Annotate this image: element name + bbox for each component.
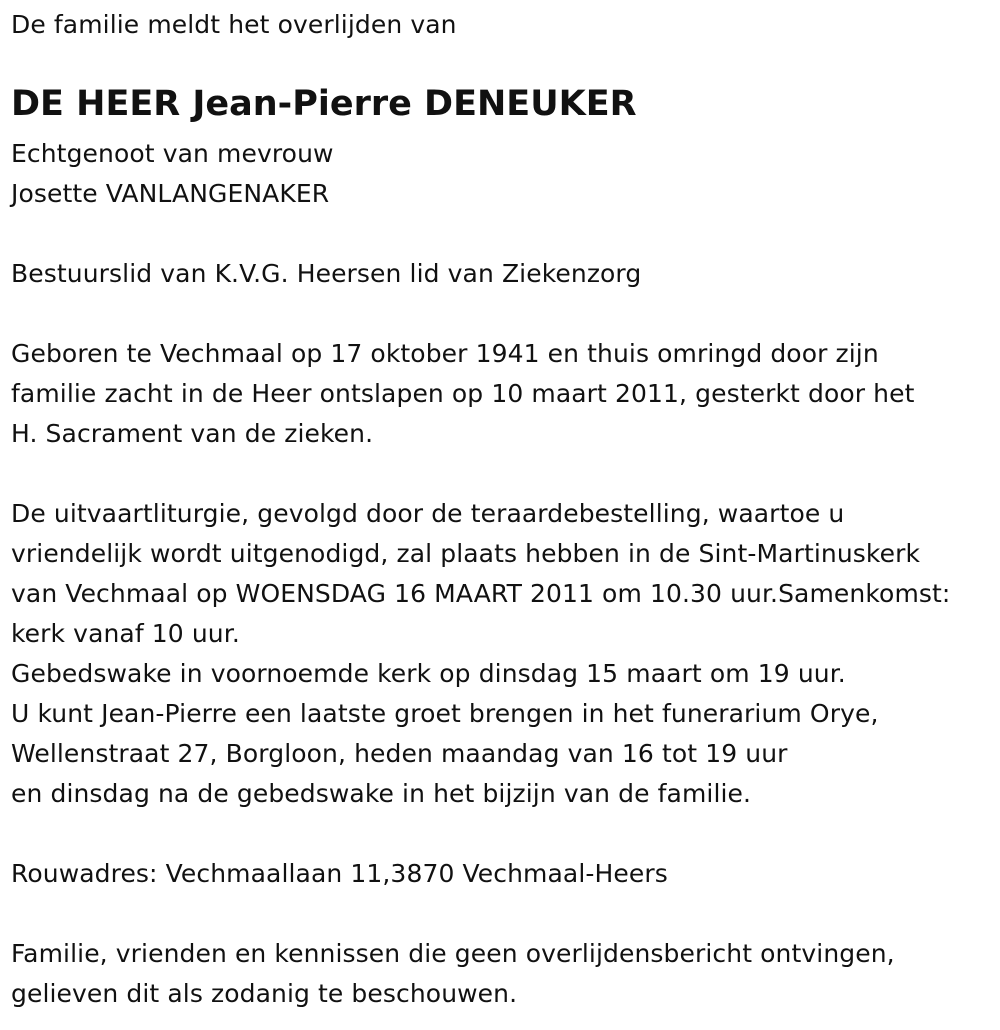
spouse-line-1: Echtgenoot van mevrouw xyxy=(11,139,334,168)
funeral-line: Wellenstraat 27, Borgloon, heden maandag van 16 tot 19 uur xyxy=(11,739,788,768)
spouse-line-2: Josette VANLANGENAKER xyxy=(11,179,330,208)
funeral-line: en dinsdag na de gebedswake in het bijzijn van de familie. xyxy=(11,779,752,808)
funeral-line: U kunt Jean-Pierre een laatste groet brengen in het funerarium Orye, xyxy=(11,699,879,728)
funeral-line: Gebedswake in voornoemde kerk op dinsdag 15 maart om 19 uur. xyxy=(11,659,846,688)
birth-line: familie zacht in de Heer ontslapen op 10 maart 2011, gesterkt door het xyxy=(11,379,915,408)
funeral-line: van Vechmaal op WOENSDAG 16 MAART 2011 om 10.30 uur.Samenkomst: xyxy=(11,579,951,608)
funeral-line: vriendelijk wordt uitgenodigd, zal plaats hebben in de Sint-Martinuskerk xyxy=(11,539,921,568)
closing-line: Familie, vrienden en kennissen die geen overlijdensbericht ontvingen, xyxy=(11,939,895,968)
mourning-address: Rouwadres: Vechmaallaan 11,3870 Vechmaal-Heers xyxy=(11,859,668,888)
closing-line: gelieven dit als zodanig te beschouwen. xyxy=(11,979,518,1008)
birth-line: Geboren te Vechmaal op 17 oktober 1941 en thuis omringd door zijn xyxy=(11,339,879,368)
funeral-line: De uitvaartliturgie, gevolgd door de teraardebestelling, waartoe u xyxy=(11,499,845,528)
deceased-name: DE HEER Jean-Pierre DENEUKER xyxy=(11,84,637,124)
intro-text: De familie meldt het overlijden van xyxy=(11,10,457,39)
birth-line: H. Sacrament van de zieken. xyxy=(11,419,374,448)
membership-text: Bestuurslid van K.V.G. Heersen lid van Ziekenzorg xyxy=(11,259,642,288)
funeral-line: kerk vanaf 10 uur. xyxy=(11,619,240,648)
